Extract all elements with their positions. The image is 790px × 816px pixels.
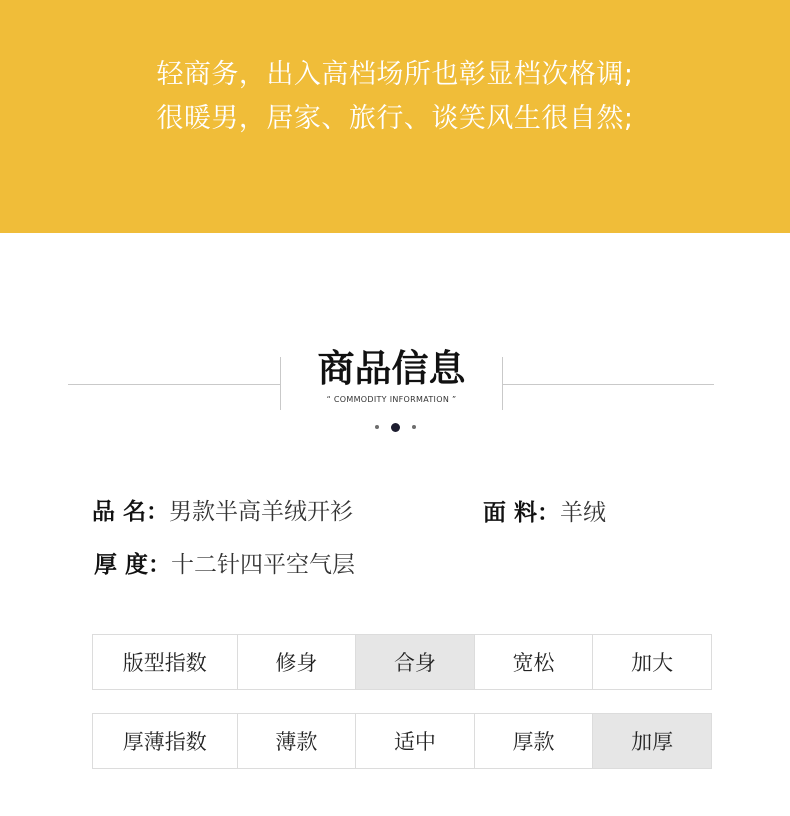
thickness-option-extra-thick: 加厚 <box>592 714 711 768</box>
dot-active-icon <box>391 423 400 432</box>
section-title: 商品信息 <box>317 347 466 390</box>
heading-bracket-right <box>502 357 503 410</box>
fit-index-label: 版型指数 <box>122 651 207 675</box>
fit-option-slim: 修身 <box>237 635 356 689</box>
fit-index-table <box>92 634 712 690</box>
thickness-option-thin: 薄款 <box>237 714 356 768</box>
promo-banner <box>0 0 790 233</box>
pager-dots <box>360 420 430 434</box>
section-subtitle: “ COMMODITY INFORMATION ” <box>326 395 457 404</box>
heading-rule-right <box>502 384 714 385</box>
fabric-value: 羊绒 <box>560 500 607 526</box>
product-name-row <box>92 497 353 527</box>
product-name-label: 品 名： <box>92 499 170 525</box>
fit-option-regular: 合身 <box>355 635 474 689</box>
thickness-value: 十二针四平空气层 <box>171 552 356 578</box>
thickness-index-label: 厚薄指数 <box>122 730 207 754</box>
thickness-row <box>94 550 355 580</box>
fit-option-loose: 宽松 <box>474 635 593 689</box>
banner-line-1: 轻商务，出入高档场所也彰显档次格调; <box>156 59 634 90</box>
thickness-index-table <box>92 713 712 769</box>
fabric-label: 面 料： <box>483 500 561 526</box>
thickness-option-medium: 适中 <box>355 714 474 768</box>
fit-option-oversize: 加大 <box>592 635 711 689</box>
product-name-value: 男款半高羊绒开衫 <box>169 499 354 525</box>
thickness-option-thick: 厚款 <box>474 714 593 768</box>
banner-line-2: 很暖男，居家、旅行、谈笑风生很自然; <box>156 103 634 134</box>
fabric-row <box>483 498 606 528</box>
dot-icon <box>375 425 379 429</box>
thickness-label: 厚 度： <box>94 552 172 578</box>
dot-icon <box>412 425 416 429</box>
heading-rule-left <box>68 384 280 385</box>
